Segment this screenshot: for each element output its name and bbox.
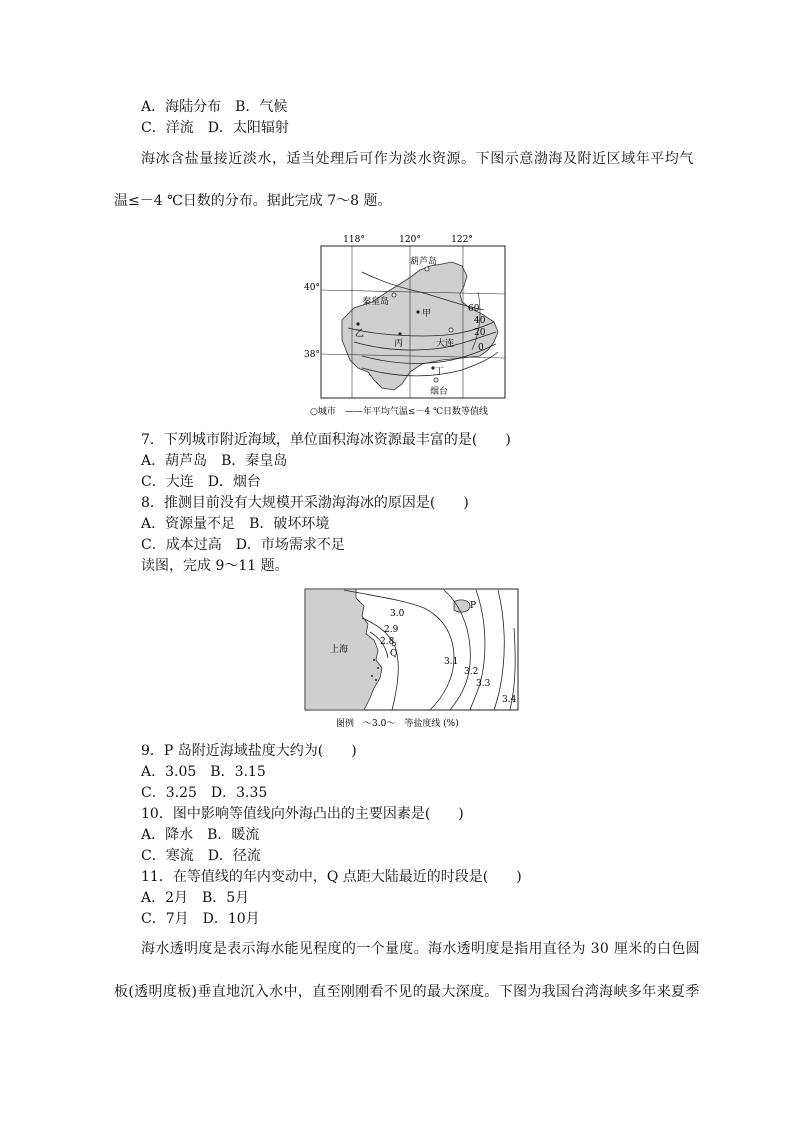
salinity-label-2.9: 2.9 [384,625,399,635]
label-p: P [470,601,477,611]
q9-stem: 9．P 岛附近海域盐度大约为( ) [141,743,357,759]
q9-options-cd: C．3.25 D．3.35 [141,785,268,801]
p-island [454,600,470,612]
bohai-map-figure [302,232,522,422]
map2-legend: 图例 ～3.0～ 等盐度线 (%) [336,719,459,729]
label-ding: 丁 [435,367,445,377]
lat-38-label: 38° [304,350,320,360]
contour-label-20: 20 [474,328,486,338]
q8-options-ab: A．资源量不足 B．破坏环境 [141,516,330,532]
label-yantai: 烟台 [430,387,449,397]
bohai-map [302,232,522,422]
q10-options-cd: C．寒流 D．径流 [141,848,261,864]
intro-paragraph-3-line-1: 海水透明度是表示海水能见程度的一个量度。海水透明度是指用直径为 30 厘米的白色圆 [141,941,701,957]
contour-label-0: 0 [478,343,484,353]
prev-options-cd: C．洋流 D．太阳辐射 [141,120,289,136]
q9-options-ab: A．3.05 B．3.15 [141,764,266,780]
intro-paragraph-3-line-2: 板(透明度板)垂直地沉入水中，直至刚刚看不见的最大深度。下图为我国台湾海峡多年来夏季 [114,984,700,1000]
salinity-label-3.4: 3.4 [502,695,517,705]
label-yi: 乙 [355,329,365,339]
salinity-map [304,588,520,736]
label-shanghai: 上海 [330,645,349,655]
label-qinhuangdao: 秦皇岛 [362,297,390,307]
label-nei: 丙 [394,339,404,349]
q10-stem: 10．图中影响等值线向外海凸出的主要因素是( ) [141,806,464,822]
intro-paragraph-2: 读图，完成 9～11 题。 [141,558,289,574]
lat-40-label: 40° [304,283,320,293]
salinity-label-3.0: 3.0 [390,609,405,619]
q10-options-ab: A．降水 B．暖流 [141,827,260,843]
q7-options-cd: C．大连 D．烟台 [141,474,261,490]
label-dalian: 大连 [436,339,455,349]
lon-120-label: 120° [399,235,421,245]
q8-stem: 8．推测目前没有大规模开采渤海海冰的原因是( ) [141,495,469,511]
label-huludao: 葫芦岛 [410,257,438,267]
q11-stem: 11．在等值线的年内变动中，Q 点距大陆最近的时段是( ) [141,869,522,885]
label-q: Q [390,649,398,659]
lon-118-label: 118° [343,235,365,245]
prev-options-ab: A．海陆分布 B．气候 [141,99,288,115]
q8-options-cd: C．成本过高 D．市场需求不足 [141,537,345,553]
map1-legend: ○城市 ——年平均气温≤－4 ℃日数等值线 [310,407,489,417]
q11-options-ab: A．2月 B．5月 [141,890,250,906]
intro-paragraph-1-line-2: 温≤－4 ℃日数的分布。据此完成 7～8 题。 [114,193,392,209]
salinity-map-figure [304,588,520,736]
q7-options-ab: A．葫芦岛 B．秦皇岛 [141,453,288,469]
q11-options-cd: C．7月 D．10月 [141,911,260,927]
salinity-label-3.2: 3.2 [464,667,479,677]
contour-label-60: 60 [468,304,480,314]
salinity-label-3.3: 3.3 [476,679,491,689]
salinity-label-2.8: 2.8 [380,637,395,647]
q7-stem: 7．下列城市附近海域，单位面积海冰资源最丰富的是( ) [141,432,511,448]
contour-label-40: 40 [474,316,486,326]
salinity-label-3.1: 3.1 [444,657,459,667]
lon-122-label: 122° [451,235,473,245]
label-jia: 甲 [422,309,432,319]
intro-paragraph-1-line-1: 海冰含盐量接近淡水，适当处理后可作为淡水资源。下图示意渤海及附近区域年平均气 [141,151,694,167]
